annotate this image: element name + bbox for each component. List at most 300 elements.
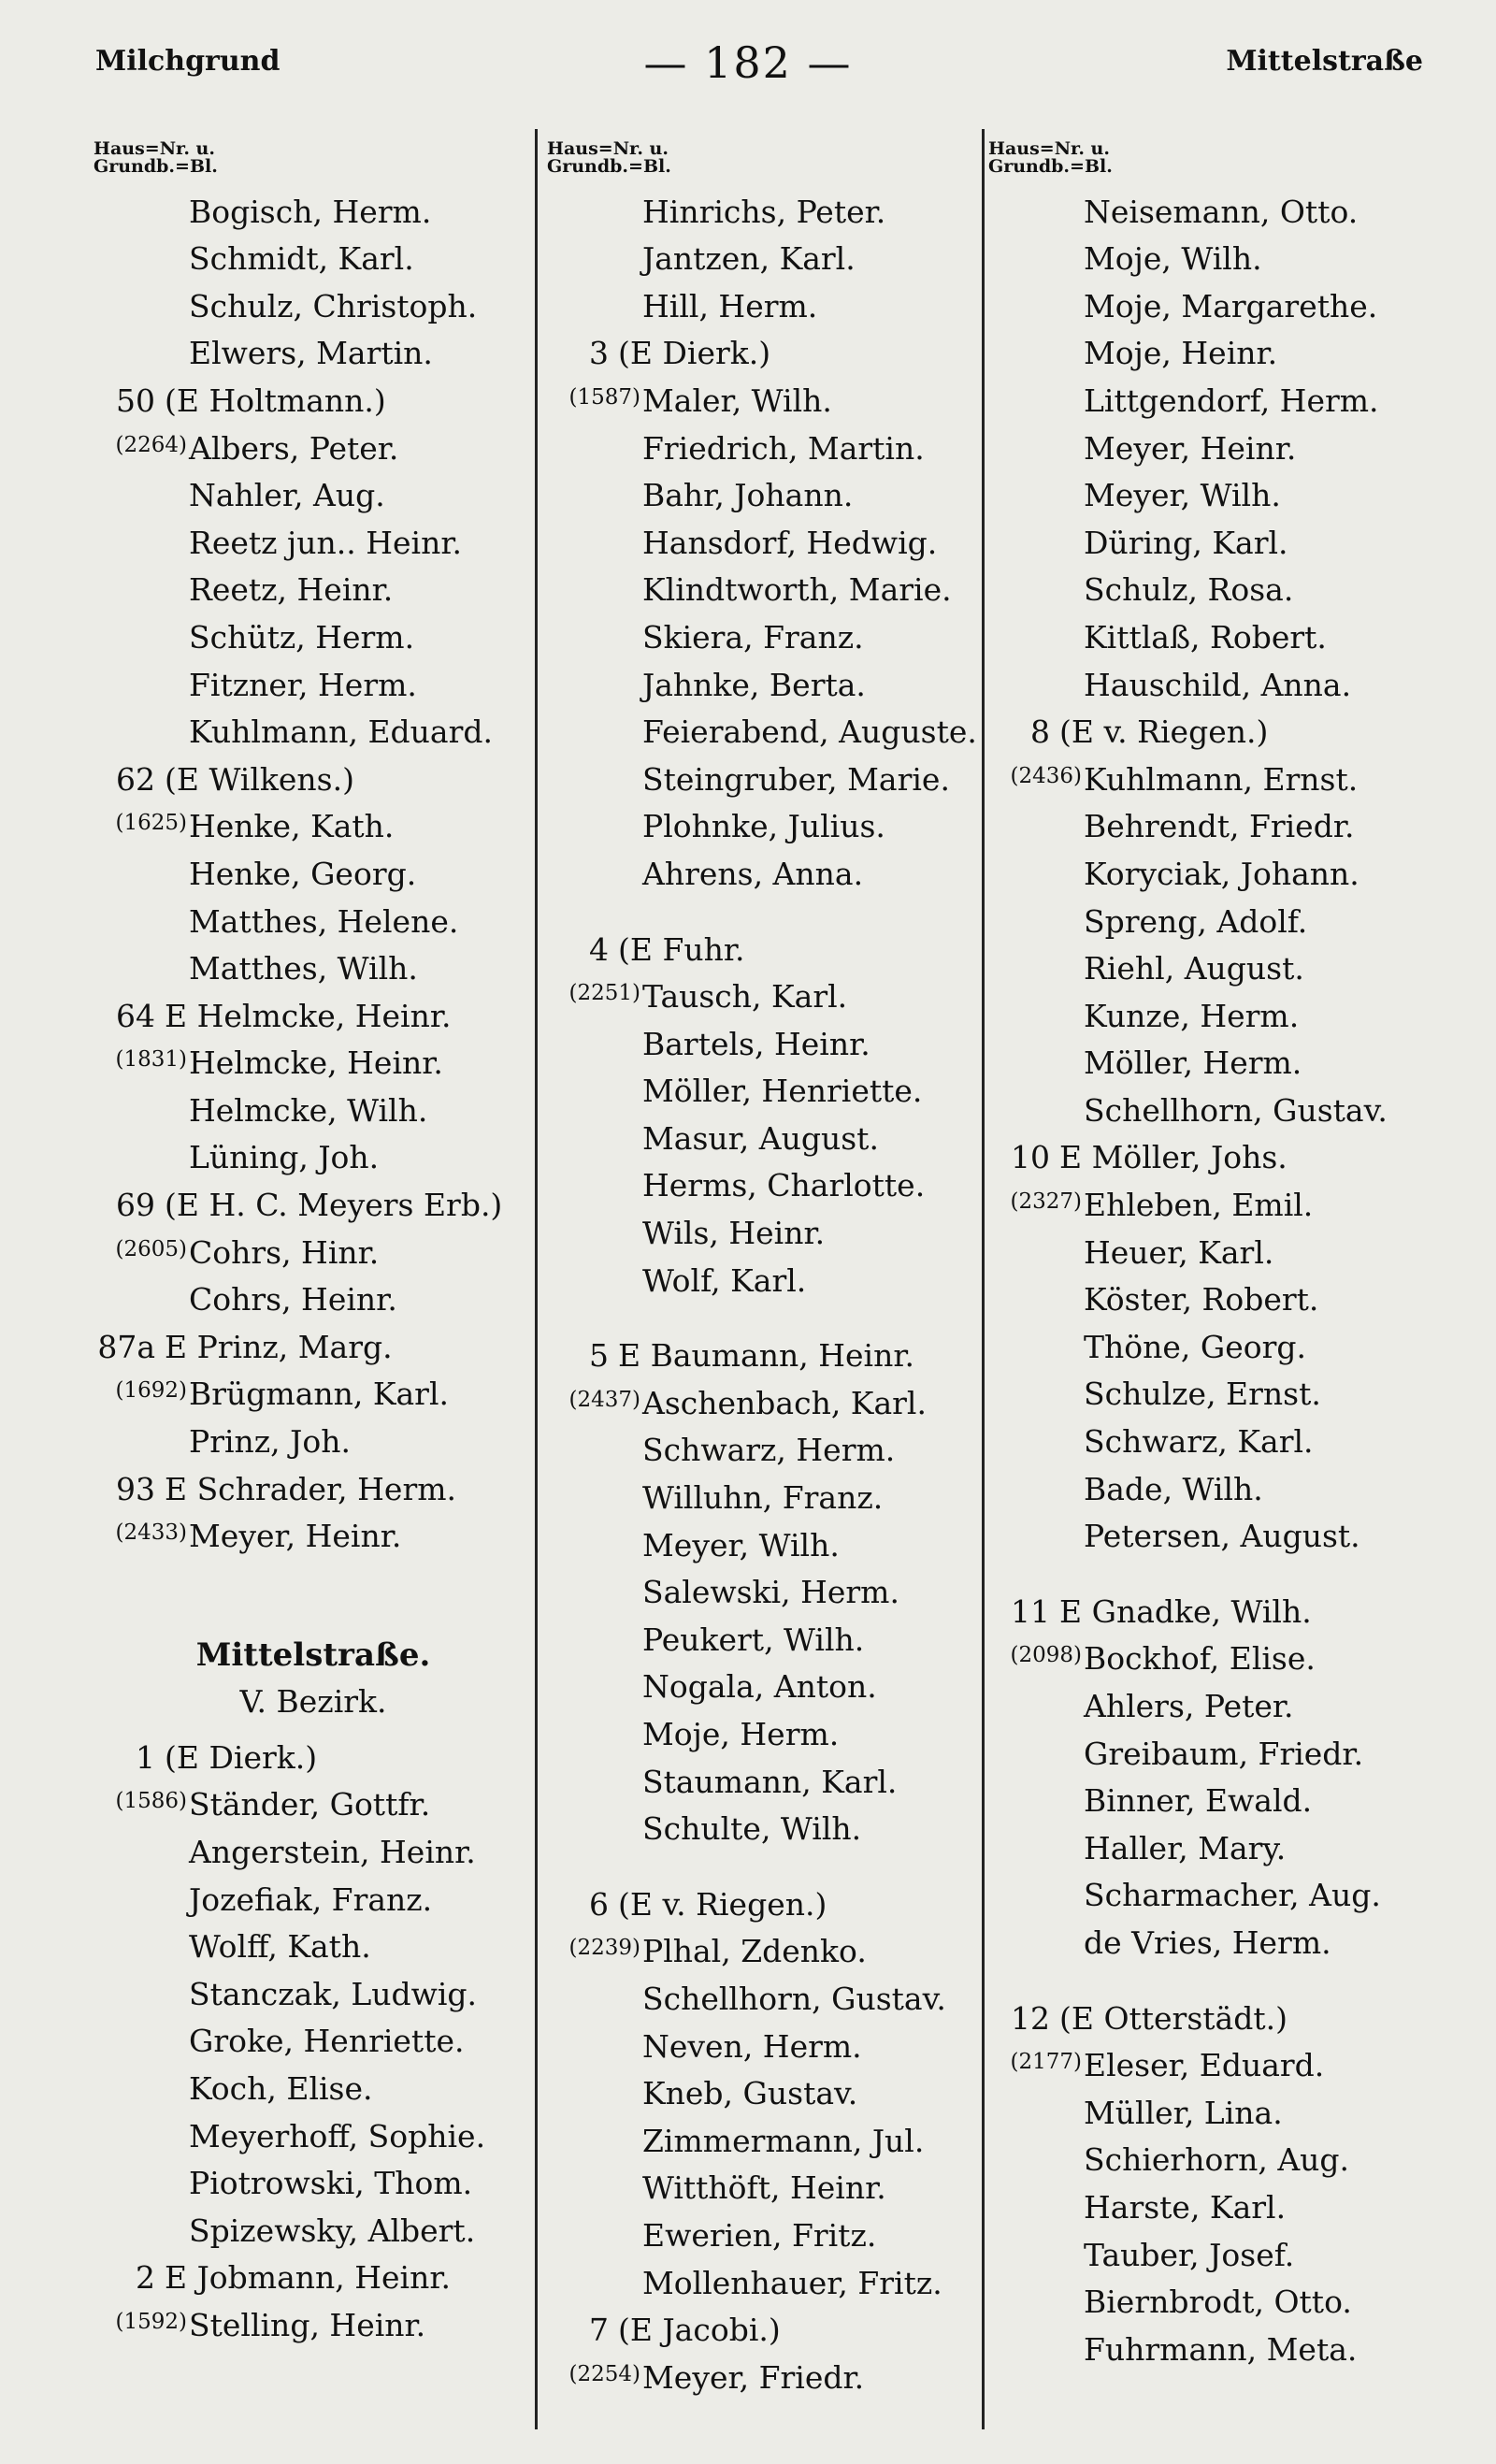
resident-name: Piotrowski, Thom.: [189, 2165, 473, 2202]
house-number: 5: [589, 1337, 609, 1375]
land-register-number: (2327): [1010, 1189, 1082, 1215]
owner-name: (E Fuhr.: [618, 930, 745, 968]
resident-name: Spizewsky, Albert.: [189, 2212, 476, 2249]
house-number: 11: [1011, 1592, 1050, 1630]
house-number: 64: [116, 997, 155, 1034]
section-gap: [988, 1962, 1446, 1990]
directory-entry: [94, 468, 533, 515]
resident-name: Ahlers, Peter.: [1084, 1688, 1294, 1724]
owner-name: E Gnadke, Wilh.: [1059, 1592, 1312, 1630]
resident-name: Meyer, Wilh.: [1084, 477, 1281, 514]
directory-entry: [547, 1252, 996, 1300]
land-register-number: (1586): [115, 1789, 187, 1814]
directory-entry: [988, 2226, 1446, 2274]
directory-entry: [94, 1966, 533, 2013]
directory-entry: [988, 1366, 1446, 1414]
house-number: 1: [136, 1738, 155, 1776]
resident-name: Elwers, Martin.: [189, 335, 433, 372]
directory-entry: [547, 1876, 996, 1924]
resident-name: Jantzen, Karl.: [642, 240, 856, 278]
resident-name: Ahrens, Anna.: [642, 855, 864, 892]
resident-name: Cohrs, Heinr.: [189, 1281, 397, 1318]
resident-name: Kuhlmann, Eduard.: [189, 713, 493, 751]
resident-name: Koch, Elise.: [189, 2069, 373, 2107]
resident-name: Fitzner, Herm.: [189, 666, 417, 703]
resident-name: Scharmacher, Aug.: [1084, 1877, 1381, 1914]
directory-entry: [94, 372, 533, 420]
land-register-number: (2437): [568, 1387, 640, 1412]
directory-entry: [988, 278, 1446, 325]
resident-name: Lüning, Joh.: [189, 1139, 380, 1176]
directory-entry: [547, 183, 996, 231]
directory-entry: [94, 1871, 533, 1919]
directory-entry: [94, 2013, 533, 2061]
resident-name: Salewski, Herm.: [642, 1574, 899, 1611]
directory-entry: [94, 1272, 533, 1319]
directory-entry: [547, 2112, 996, 2160]
directory-entry: [988, 751, 1446, 799]
resident-name: Spreng, Adolf.: [1084, 902, 1308, 940]
resident-name: Wils, Heinr.: [642, 1215, 826, 1252]
land-register-number: (2177): [1010, 2050, 1082, 2075]
resident-name: Meyer, Wilh.: [642, 1526, 840, 1563]
resident-name: Haller, Mary.: [1084, 1829, 1287, 1866]
resident-name: Harste, Karl.: [1084, 2188, 1287, 2226]
land-register-number: (2254): [568, 2361, 640, 2386]
directory-entry: [547, 278, 996, 325]
resident-name: Groke, Henriette.: [189, 2023, 465, 2060]
resident-name: Plhal, Zdenko.: [642, 1933, 867, 1970]
directory-entry: [94, 1082, 533, 1130]
resident-name: Heuer, Karl.: [1084, 1233, 1274, 1271]
directory-entry: [547, 969, 996, 1016]
owner-name: (E Dierk.): [165, 1738, 318, 1776]
resident-name: Hauschild, Anna.: [1084, 666, 1352, 703]
resident-name: Brügmann, Karl.: [189, 1376, 450, 1413]
directory-entry: [94, 1130, 533, 1177]
resident-name: Greibaum, Friedr.: [1084, 1735, 1364, 1772]
resident-name: Meyerhoff, Sophie.: [189, 2117, 486, 2154]
directory-entry: [547, 921, 996, 969]
directory-entry: [94, 656, 533, 704]
directory-entry: [988, 987, 1446, 1035]
resident-name: Koryciak, Johann.: [1084, 855, 1359, 892]
directory-entry: [988, 1583, 1446, 1631]
directory-entry: [547, 1422, 996, 1470]
directory-entry: [94, 1224, 533, 1272]
directory-entry: [988, 372, 1446, 420]
directory-entry: [547, 372, 996, 420]
resident-name: Bogisch, Herm.: [189, 193, 432, 230]
land-register-number: (2605): [115, 1236, 187, 1261]
directory-entry: [988, 2084, 1446, 2132]
directory-entry: [94, 183, 533, 231]
section-gap: [988, 1555, 1446, 1583]
directory-entry: [94, 1035, 533, 1083]
house-number: 10: [1011, 1139, 1050, 1176]
resident-name: Matthes, Helene.: [189, 902, 459, 940]
resident-name: Ewerien, Fritz.: [642, 2216, 877, 2254]
resident-name: Maler, Wilh.: [642, 382, 832, 419]
district-label: V. Bezirk.: [239, 1683, 387, 1721]
owner-name: (E Wilkens.): [165, 760, 354, 798]
directory-entry: [988, 1725, 1446, 1773]
directory-entry: [94, 2250, 533, 2298]
resident-name: Masur, August.: [642, 1119, 879, 1157]
directory-entry: [547, 1328, 996, 1376]
column-header: [94, 140, 533, 180]
directory-entry: [988, 2179, 1446, 2226]
resident-name: Reetz jun.. Heinr.: [189, 524, 463, 561]
land-register-number: (2436): [1010, 763, 1082, 788]
directory-entry: [988, 1224, 1446, 1272]
directory-entry: [547, 704, 996, 752]
directory-entry: [94, 1508, 533, 1556]
resident-name: Hill, Herm.: [642, 287, 818, 324]
resident-name: Meyer, Heinr.: [1084, 429, 1297, 467]
street-heading: Mittelstraße.: [195, 1636, 431, 1675]
directory-entry: [94, 704, 533, 752]
resident-name: Schmidt, Karl.: [189, 240, 414, 278]
directory-entry: [988, 1035, 1446, 1083]
directory-entry: [547, 2066, 996, 2113]
resident-name: Willuhn, Franz.: [642, 1479, 884, 1517]
directory-entry: [547, 2018, 996, 2066]
resident-name: Wolff, Kath.: [189, 1928, 371, 1966]
resident-name: Jahnke, Berta.: [642, 666, 866, 703]
resident-name: Stelling, Heinr.: [189, 2306, 426, 2343]
resident-name: Helmcke, Wilh.: [189, 1091, 428, 1129]
directory-entry: [988, 893, 1446, 941]
resident-name: Köster, Robert.: [1084, 1281, 1319, 1318]
resident-name: Fuhrmann, Meta.: [1084, 2330, 1358, 2368]
directory-entry: [547, 751, 996, 799]
resident-name: Littgendorf, Herm.: [1084, 382, 1379, 419]
directory-entry: [988, 609, 1446, 656]
directory-entry: [988, 2038, 1446, 2085]
directory-entry: [94, 2060, 533, 2108]
column-header: [988, 140, 1446, 180]
house-number: 8: [1030, 713, 1050, 751]
land-register-number: (2433): [115, 1520, 187, 1546]
resident-name: Matthes, Wilh.: [189, 950, 418, 987]
owner-name: E Helmcke, Heinr.: [165, 997, 452, 1034]
directory-entry: [547, 2349, 996, 2397]
resident-name: Cohrs, Hinr.: [189, 1233, 380, 1271]
directory-entry: [94, 2202, 533, 2250]
land-register-number: (1625): [115, 811, 187, 836]
land-register-number: (1692): [115, 1378, 187, 1404]
resident-name: Angerstein, Heinr.: [189, 1834, 476, 1870]
directory-entry: [94, 1366, 533, 1414]
directory-entry: [547, 845, 996, 893]
resident-name: Steingruber, Marie.: [642, 760, 950, 798]
column-header-line: Grundb.=Bl.: [547, 156, 671, 177]
resident-name: Bockhof, Elise.: [1084, 1640, 1316, 1678]
running-head-left: Milchgrund: [95, 45, 280, 78]
directory-entry: [547, 799, 996, 846]
resident-name: Skiera, Franz.: [642, 618, 864, 656]
directory-entry: [547, 2160, 996, 2208]
directory-entry: [988, 1318, 1446, 1366]
owner-name: (E v. Riegen.): [618, 1885, 827, 1923]
resident-name: Möller, Herm.: [1084, 1045, 1302, 1082]
resident-name: Eleser, Eduard.: [1084, 2047, 1325, 2084]
directory-entry: [547, 514, 996, 562]
directory-entry: [988, 1820, 1446, 1867]
directory-entry: [94, 1176, 533, 1224]
column-header-line: Grundb.=Bl.: [94, 156, 218, 177]
resident-name: Zimmermann, Jul.: [642, 2122, 925, 2159]
column-1: [94, 140, 533, 2344]
resident-name: Schulze, Ernst.: [1084, 1376, 1321, 1413]
directory-entry: [547, 1063, 996, 1111]
directory-entry: [988, 514, 1446, 562]
directory-entry: [547, 231, 996, 279]
resident-name: Moje, Wilh.: [1084, 240, 1262, 278]
directory-entry: [94, 1729, 533, 1777]
directory-entry: [94, 941, 533, 988]
resident-name: Schulz, Christoph.: [189, 287, 478, 324]
directory-entry: [94, 325, 533, 373]
column-header-line: Haus=Nr. u.: [988, 138, 1110, 159]
directory-entry: [988, 325, 1446, 373]
directory-entry: [94, 2155, 533, 2203]
resident-name: Jozefiak, Franz.: [189, 1880, 433, 1918]
directory-entry: [547, 1517, 996, 1564]
section-gap: [547, 893, 996, 921]
directory-entry: [94, 1777, 533, 1824]
directory-entry: [547, 1970, 996, 2018]
owner-name: E Prinz, Marg.: [165, 1328, 393, 1365]
directory-entry: [988, 1413, 1446, 1461]
resident-name: Schwarz, Herm.: [642, 1432, 896, 1469]
directory-entry: [988, 420, 1446, 468]
directory-entry: [988, 1678, 1446, 1725]
house-number: 50: [116, 382, 155, 419]
directory-entry: [988, 562, 1446, 610]
resident-name: Schulte, Wilh.: [642, 1810, 862, 1848]
directory-entry: [547, 468, 996, 515]
directory-entry: [94, 2297, 533, 2344]
directory-entry: [547, 1611, 996, 1659]
house-number: 6: [589, 1885, 609, 1923]
directory-entry: [988, 799, 1446, 846]
directory-entry: [547, 1469, 996, 1517]
resident-name: Feierabend, Auguste.: [642, 713, 977, 751]
land-register-number: (2239): [568, 1936, 640, 1961]
owner-name: (E Otterstädt.): [1059, 1999, 1287, 2037]
section-gap: [547, 1300, 996, 1328]
resident-name: Herms, Charlotte.: [642, 1167, 926, 1204]
house-number: 93: [116, 1470, 155, 1507]
directory-entry: [94, 893, 533, 941]
directory-entry: [547, 1801, 996, 1849]
owner-name: (E Jacobi.): [618, 2312, 781, 2349]
resident-name: Hinrichs, Peter.: [642, 193, 886, 230]
house-number: 2: [136, 2259, 155, 2297]
directory-entry: [547, 1706, 996, 1753]
owner-name: E Baumann, Heinr.: [618, 1337, 914, 1375]
house-number: 62: [116, 760, 155, 798]
resident-name: Neisemann, Otto.: [1084, 193, 1359, 230]
directory-entry: [94, 231, 533, 279]
directory-entry: [547, 1204, 996, 1252]
directory-entry: [94, 278, 533, 325]
directory-entry: [94, 562, 533, 610]
directory-entry: [988, 1176, 1446, 1224]
directory-entry: [988, 1773, 1446, 1821]
directory-entry: [988, 1990, 1446, 2038]
column-3: [988, 140, 1446, 2369]
resident-name: Plohnke, Julius.: [642, 808, 885, 845]
directory-entry: [988, 704, 1446, 752]
directory-entry: [988, 1914, 1446, 1962]
directory-entry: [988, 1631, 1446, 1679]
resident-name: Hansdorf, Hedwig.: [642, 524, 938, 561]
resident-name: Mollenhauer, Fritz.: [642, 2264, 942, 2301]
column-header: [547, 140, 996, 180]
directory-entry: [94, 420, 533, 468]
directory-entry: [988, 1867, 1446, 1915]
directory-entry: [988, 1130, 1446, 1177]
directory-entry: [988, 183, 1446, 231]
column-header-line: Haus=Nr. u.: [547, 138, 669, 159]
resident-name: Peukert, Wilh.: [642, 1621, 865, 1658]
owner-name: E Jobmann, Heinr.: [165, 2259, 452, 2297]
resident-name: Schwarz, Karl.: [1084, 1423, 1314, 1461]
resident-name: Schellhorn, Gustav.: [642, 1980, 946, 2017]
directory-entry: [988, 1082, 1446, 1130]
directory-entry: [547, 1659, 996, 1707]
resident-name: Moje, Heinr.: [1084, 335, 1278, 372]
house-number: 12: [1011, 1999, 1050, 2037]
resident-name: Kuhlmann, Ernst.: [1084, 760, 1359, 798]
running-head-right: Mittelstraße: [1226, 45, 1423, 78]
directory-entry: [988, 845, 1446, 893]
directory-entry: [94, 987, 533, 1035]
resident-name: Friedrich, Martin.: [642, 429, 925, 467]
directory-entry: [547, 1110, 996, 1158]
resident-name: Müller, Lina.: [1084, 2094, 1283, 2131]
directory-entry: [547, 1924, 996, 1971]
directory-entry: [988, 2274, 1446, 2322]
resident-name: Ehleben, Emil.: [1084, 1187, 1314, 1224]
resident-name: Tausch, Karl.: [642, 978, 848, 1016]
resident-name: Biernbrodt, Otto.: [1084, 2284, 1352, 2321]
resident-name: Schierhorn, Aug.: [1084, 2141, 1350, 2179]
directory-entry: [988, 941, 1446, 988]
directory-entry: [94, 1823, 533, 1871]
directory-entry: [547, 2302, 996, 2350]
resident-name: Bade, Wilh.: [1084, 1470, 1263, 1507]
resident-name: Tauber, Josef.: [1084, 2236, 1295, 2273]
directory-entry: [547, 1753, 996, 1801]
resident-name: Schütz, Herm.: [189, 618, 415, 656]
resident-name: Aschenbach, Karl.: [642, 1384, 927, 1421]
resident-name: Helmcke, Heinr.: [189, 1045, 443, 1082]
land-register-number: (2264): [115, 432, 187, 457]
resident-name: Schellhorn, Gustav.: [1084, 1091, 1388, 1129]
directory-entry: [988, 1272, 1446, 1319]
directory-entry: [988, 2132, 1446, 2180]
land-register-number: (2098): [1010, 1643, 1082, 1668]
resident-name: Wolf, Karl.: [642, 1261, 807, 1299]
resident-name: Moje, Herm.: [642, 1716, 840, 1752]
owner-name: (E v. Riegen.): [1059, 713, 1269, 751]
resident-name: de Vries, Herm.: [1084, 1924, 1331, 1961]
resident-name: Kunze, Herm.: [1084, 997, 1300, 1034]
owner-name: (E Dierk.): [618, 335, 771, 372]
resident-name: Klindtworth, Marie.: [642, 571, 952, 609]
land-register-number: (1592): [115, 2309, 187, 2334]
directory-entry: [94, 845, 533, 893]
resident-name: Petersen, August.: [1084, 1518, 1360, 1555]
house-number: 7: [589, 2312, 609, 2349]
land-register-number: (1587): [568, 384, 640, 410]
resident-name: Binner, Ewald.: [1084, 1782, 1313, 1820]
directory-entry: [94, 1413, 533, 1461]
directory-entry: [547, 609, 996, 656]
owner-name: (E Holtmann.): [165, 382, 386, 419]
directory-entry: [547, 1016, 996, 1063]
resident-name: Riehl, August.: [1084, 950, 1304, 987]
directory-entry: [547, 2255, 996, 2302]
resident-name: Ständer, Gottfr.: [189, 1786, 431, 1823]
resident-name: Schulz, Rosa.: [1084, 571, 1294, 609]
column-2: [547, 140, 996, 2397]
directory-entry: [94, 1318, 533, 1366]
directory-entry: [94, 799, 533, 846]
directory-entry: [988, 1508, 1446, 1556]
resident-name: Meyer, Heinr.: [189, 1518, 402, 1555]
resident-name: Möller, Henriette.: [642, 1073, 923, 1110]
house-number: 4: [589, 930, 609, 968]
page-number: — 182 —: [643, 37, 853, 88]
resident-name: Witthöft, Heinr.: [642, 2169, 886, 2207]
directory-entry: [547, 325, 996, 373]
resident-name: Kneb, Gustav.: [642, 2075, 858, 2112]
column-divider: [535, 129, 538, 2429]
owner-name: E Möller, Johs.: [1059, 1139, 1287, 1176]
house-number: 87a: [97, 1328, 155, 1365]
resident-name: Nahler, Aug.: [189, 477, 385, 514]
resident-name: Bahr, Johann.: [642, 477, 854, 514]
resident-name: Moje, Margarethe.: [1084, 287, 1378, 324]
resident-name: Meyer, Friedr.: [642, 2358, 865, 2396]
land-register-number: (1831): [115, 1047, 187, 1073]
directory-entry: [94, 1461, 533, 1508]
section-gap: [547, 1848, 996, 1876]
resident-name: Behrendt, Friedr.: [1084, 808, 1355, 845]
owner-name: E Schrader, Herm.: [165, 1470, 457, 1507]
land-register-number: (2251): [568, 981, 640, 1006]
directory-entry: [94, 609, 533, 656]
directory-entry: [988, 1461, 1446, 1508]
section-gap: [94, 1555, 533, 1632]
directory-entry: [988, 2321, 1446, 2369]
house-number: 3: [589, 335, 609, 372]
owner-name: (E H. C. Meyers Erb.): [165, 1187, 503, 1224]
directory-entry: [547, 1564, 996, 1612]
resident-name: Staumann, Karl.: [642, 1763, 898, 1800]
resident-name: Reetz, Heinr.: [189, 571, 394, 609]
resident-name: Neven, Herm.: [642, 2027, 862, 2065]
directory-entry: [547, 656, 996, 704]
resident-name: Düring, Karl.: [1084, 524, 1288, 561]
resident-name: Henke, Georg.: [189, 855, 417, 892]
resident-name: Thöne, Georg.: [1084, 1328, 1307, 1365]
